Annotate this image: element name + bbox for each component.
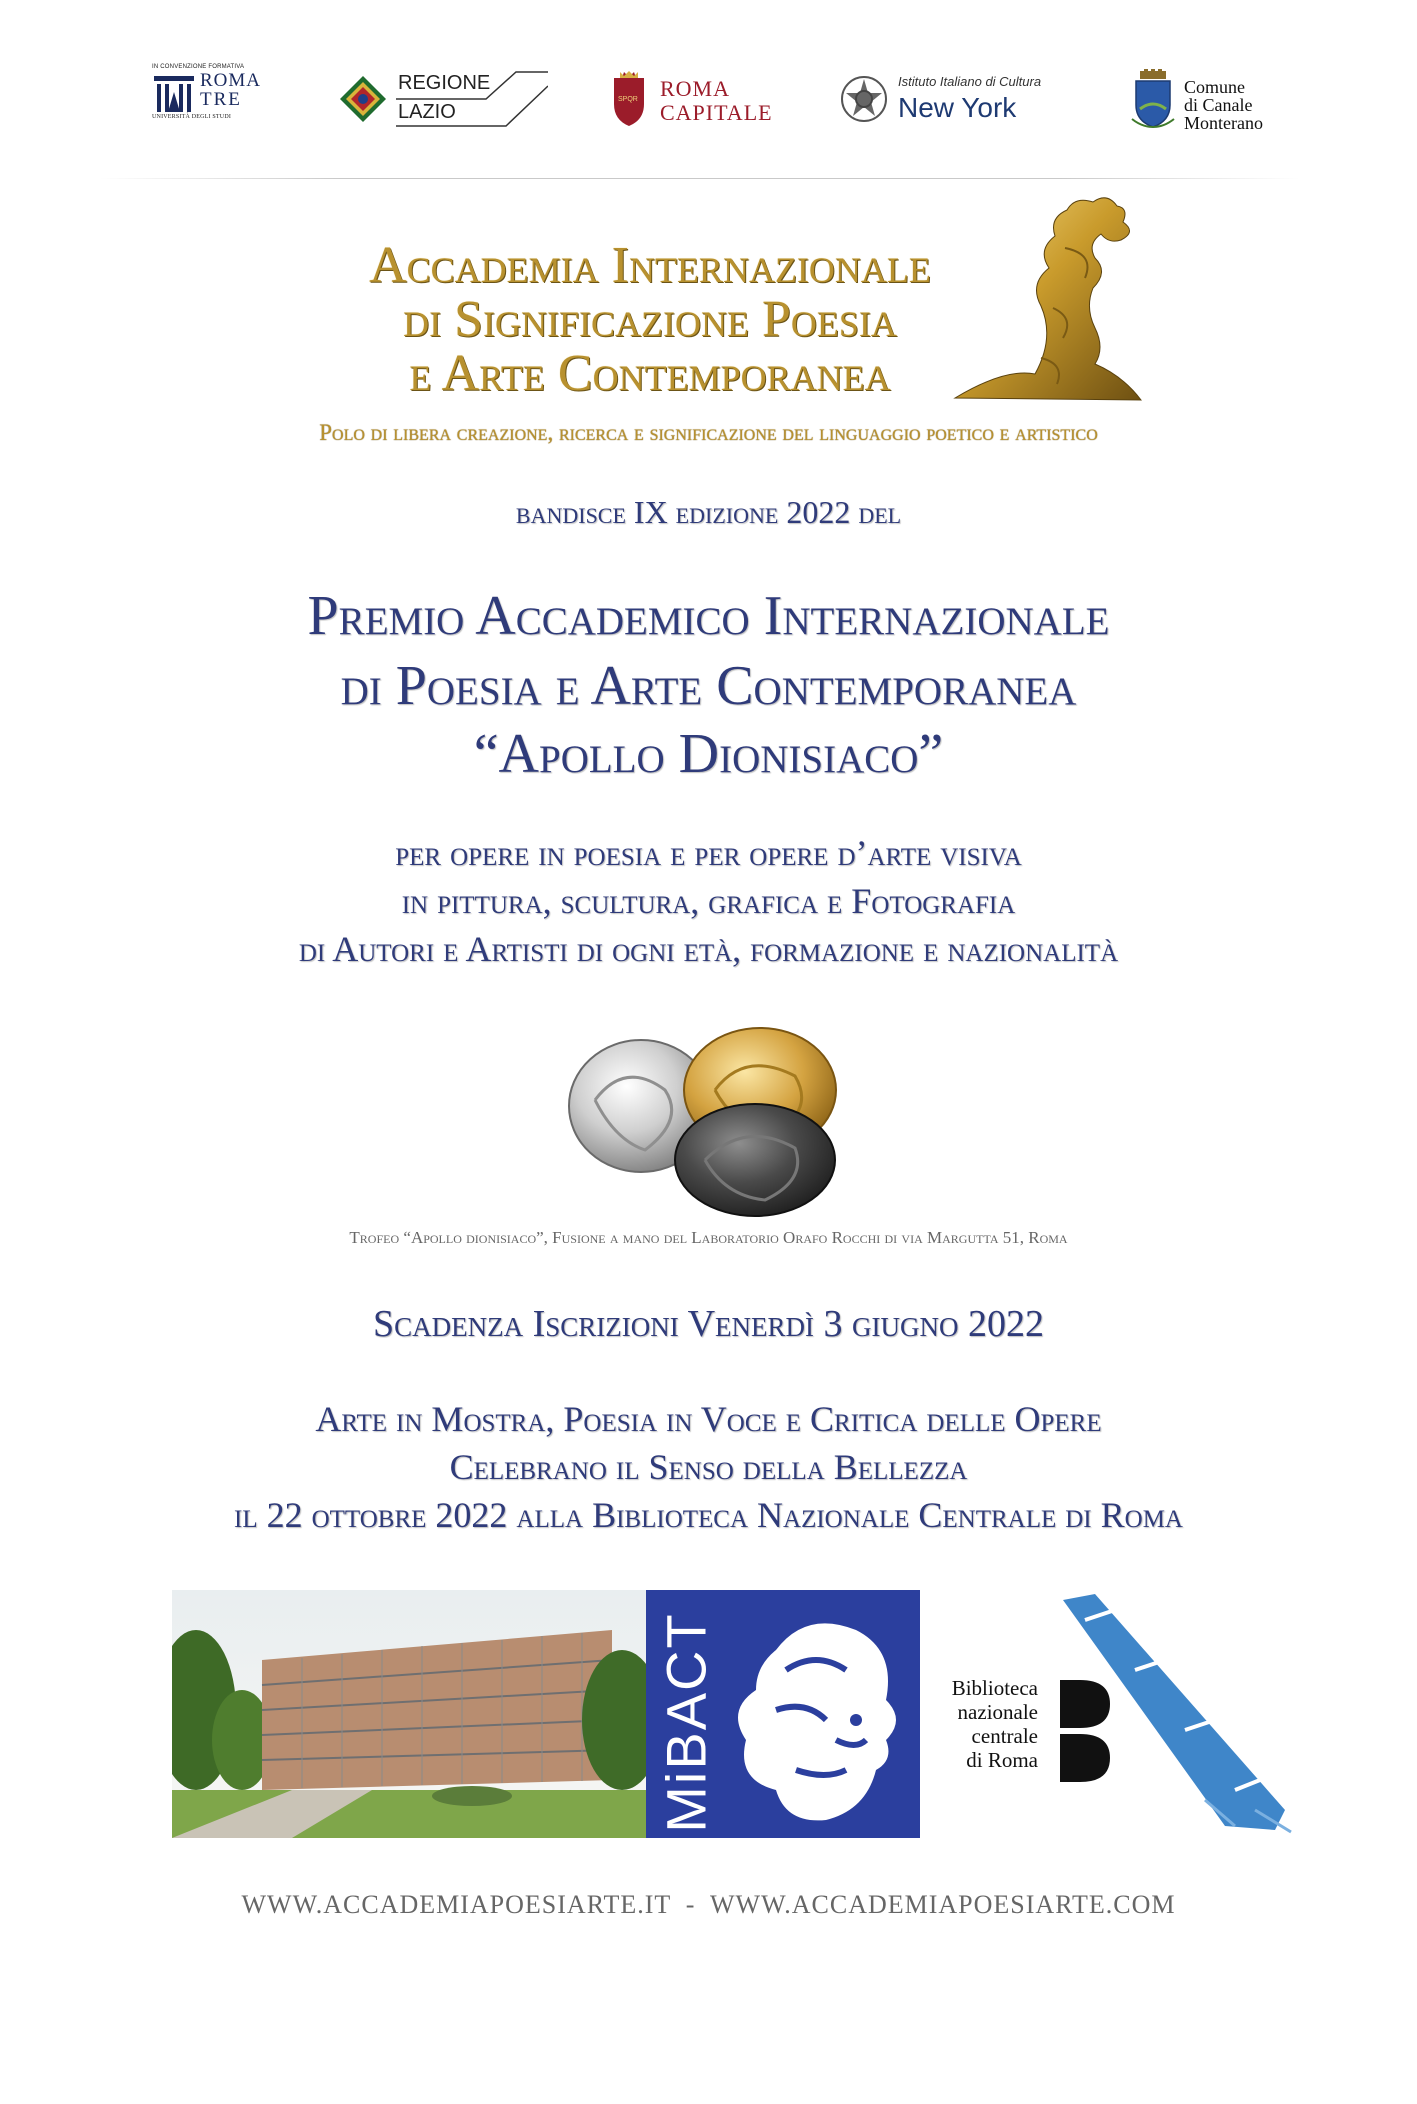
roma-capitale-line1: ROMA: [660, 76, 731, 101]
mibact-label: MiBACT: [654, 1612, 718, 1833]
announcement-text: bandisce IX edizione 2022 del: [515, 494, 902, 530]
roma-tre-name-1: ROMA: [200, 70, 262, 91]
canale-line1: Comune: [1184, 77, 1245, 97]
prize-title-line1: Premio Accademico Internazionale: [307, 585, 1110, 647]
bnc-name-line3: centrale: [971, 1724, 1038, 1748]
iic-line2: New York: [898, 92, 1017, 123]
academy-title-line3: e Arte Contemporanea: [409, 345, 891, 402]
canale-line2: di Canale: [1184, 95, 1253, 115]
trophy-caption: Trofeo “Apollo dionisiaco”, Fusione a mano del Laboratorio Orafo Rocchi di via Margutta 51, Roma: [349, 1228, 1068, 1247]
websites-footer[interactable]: WWW.ACCADEMIAPOESIARTE.IT - WWW.ACCADEMIAPOESIARTE.COM: [241, 1890, 1176, 1919]
scope-line2: in pittura, scultura, grafica e Fotografia: [401, 881, 1016, 921]
regione-lazio-logo: [338, 64, 548, 134]
roma-tre-name-2: TRE: [200, 89, 242, 110]
bnc-name-line4: di Roma: [966, 1748, 1038, 1772]
roma-capitale-logo: [608, 64, 788, 134]
trophy-medals-image: [555, 1020, 865, 1220]
roma-capitale-shield-text: SPQR: [618, 96, 638, 103]
mibact-block: [646, 1590, 920, 1838]
prize-title-line3: “Apollo Dionisiaco”: [473, 723, 944, 785]
canale-line3: Monterano: [1184, 113, 1263, 133]
header-divider: [100, 178, 1300, 179]
event-line3: il 22 ottobre 2022 alla Biblioteca Nazionale Centrale di Roma: [234, 1495, 1183, 1535]
canale-monterano-logo: [1130, 64, 1280, 134]
event-line2: Celebrano il Senso della Bellezza: [449, 1447, 968, 1487]
regione-lazio-emblem-icon: [338, 74, 388, 124]
mibact-head-icon: [716, 1610, 916, 1838]
roma-tre-top-text: IN CONVENZIONE FORMATIVA: [152, 64, 245, 70]
academy-title-line2: di Significazione Poesia: [403, 291, 897, 348]
bnc-name-line1: Biblioteca: [951, 1676, 1038, 1700]
prize-title-line2: di Poesia e Arte Contemporanea: [340, 655, 1077, 717]
roma-tre-building-icon: [152, 72, 196, 116]
iic-new-york-logo: [840, 64, 1080, 134]
library-building-photo: [172, 1590, 646, 1838]
event-line1: Arte in Mostra, Poesia in Voce e Critica delle Opere: [315, 1399, 1102, 1439]
iic-line1: Istituto Italiano di Cultura: [898, 74, 1042, 89]
roma-tre-sub-text: UNIVERSITÀ DEGLI STUDI: [152, 114, 232, 120]
regione-lazio-line2: LAZIO: [398, 101, 456, 123]
roma-capitale-line2: CAPITALE: [660, 100, 773, 125]
bnc-blue-stroke-icon: [1055, 1590, 1295, 1840]
canale-monterano-crest-icon: [1130, 69, 1176, 129]
deadline-text: Scadenza Iscrizioni Venerdì 3 giugno 2022: [373, 1303, 1044, 1345]
golden-sculpture-icon: [945, 188, 1145, 408]
academy-title-line1: Accademia Internazionale: [369, 237, 931, 294]
scope-line3: di Autori e Artisti di ogni età, formazione e nazionalità: [298, 929, 1119, 969]
academy-subtitle: Polo di libera creazione, ricerca e significazione del linguaggio poetico e artistico: [319, 420, 1098, 445]
roma-tre-logo: [152, 64, 262, 134]
regione-lazio-line1: REGIONE: [398, 72, 491, 94]
scope-line1: per opere in poesia e per opere d’arte visiva: [395, 833, 1022, 873]
italian-republic-emblem-icon: [840, 73, 888, 125]
bnc-name-line2: nazionale: [957, 1700, 1038, 1724]
